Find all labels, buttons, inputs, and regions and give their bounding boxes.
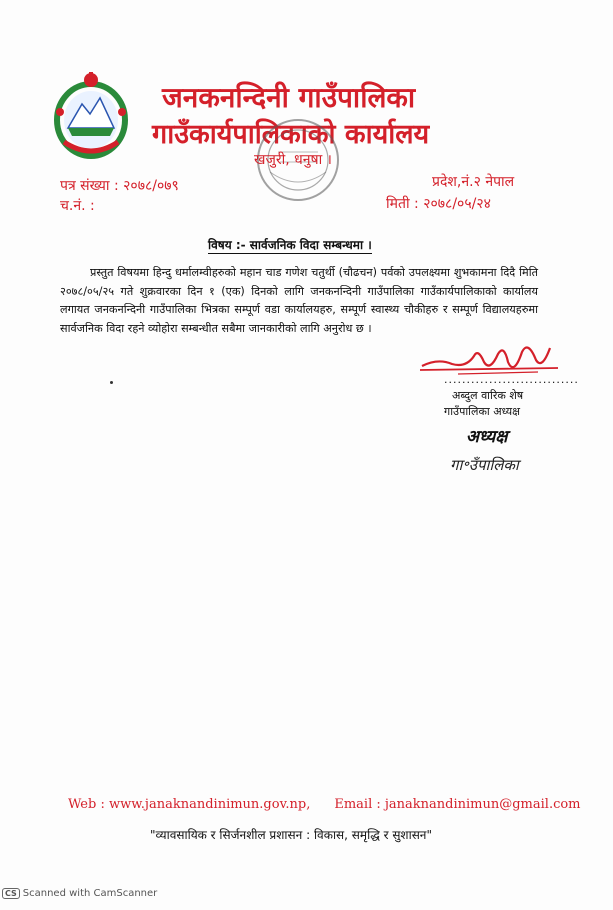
- office-subtitle: गाउँकार्यपालिकाको कार्यालय: [152, 119, 430, 150]
- footer-motto: "व्यावसायिक र सिर्जनशील प्रशासन : विकास, समृद्धि र सुशासन": [150, 828, 432, 842]
- scanner-label: Scanned with CamScanner: [22, 888, 158, 899]
- handwritten-role: अध्यक्ष: [466, 427, 508, 447]
- office-name: जनकनन्दिनी गाउँपालिका: [162, 81, 416, 114]
- footer-contact: [68, 797, 581, 812]
- office-address: खजुरी, धनुषा ।: [254, 152, 332, 168]
- dispatch-number: च.नं. :: [60, 198, 95, 214]
- handwritten-office: गा॰उँपालिका: [450, 456, 519, 474]
- stray-dot: [110, 381, 113, 384]
- signature-line: ..............................: [444, 373, 579, 386]
- footer-web: Web : www.janaknandinimun.gov.np,: [68, 797, 311, 812]
- body-paragraph: प्रस्तुत विषयमा हिन्दु धर्मालम्वीहरुको महान चाड गणेश चतुर्थी (चौढचन) पर्वको उपलक्ष्यमा शुभकामना दिदै मिति २०७८/०५/२५ गते शुक्रवारका दिन १ (एक) दिनको लागि जनकनन्दिनी गाउँपालिका गाउँकार्यपालिकाको कार्यालय लगायत जनकनन्दिनी गाउँपालिका भित्रका सम्पूर्ण वडा कार्यालयहरु, सम्पूर्ण स्वास्थ्य चौकीहरु र सम्पूर्ण विद्यालयहरुमा सार्वजनिक विदा रहने व्योहोरा सम्बन्धीत सबैमा जानकारीको लागि अनुरोध छ ।: [60, 266, 538, 335]
- province-label: प्रदेश,नं.२ नेपाल: [432, 174, 515, 190]
- signatory-title: गाउँपालिका अध्यक्ष: [444, 405, 521, 418]
- letter-date: मिती : २०७८/०५/२४: [386, 196, 491, 212]
- footer-email: Email : janaknandinimun@gmail.com: [334, 797, 581, 812]
- camscanner-icon: CS: [2, 888, 20, 899]
- scanner-watermark: [2, 888, 157, 899]
- subject-line: विषय :- सार्वजनिक विदा सम्बन्धमा ।: [208, 238, 372, 252]
- letter-body: [60, 264, 538, 338]
- signatory-name: अब्दुल वारिक शेष: [452, 389, 524, 402]
- letter-number: पत्र संख्या : २०७८/०७९: [60, 178, 179, 194]
- nepal-emblem-icon: [50, 70, 132, 162]
